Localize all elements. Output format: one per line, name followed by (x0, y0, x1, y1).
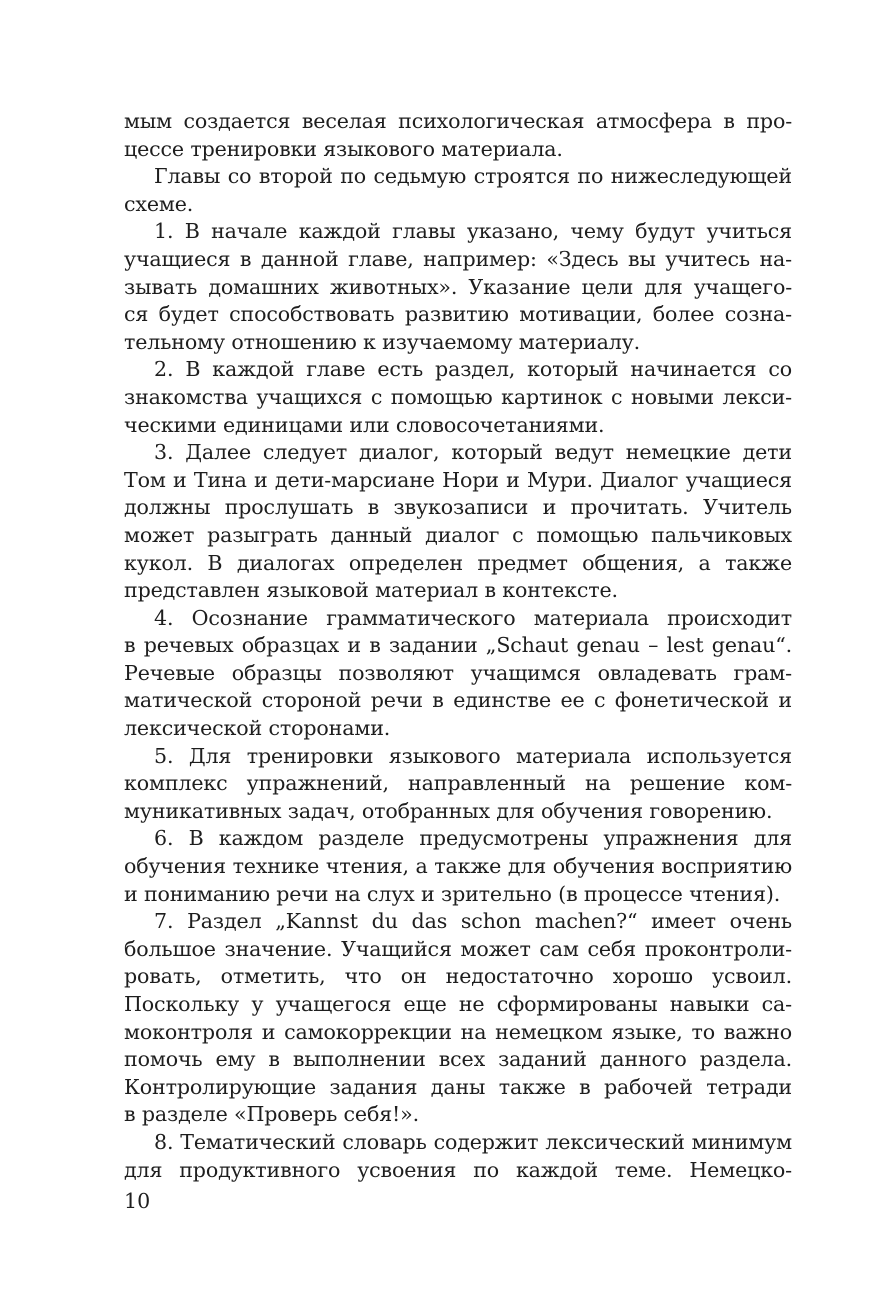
paragraph-5-line: 3. Далее следует диалог, который ведут немецкие дети (154, 440, 792, 465)
paragraph-10-line: 8. Тематический словарь содержит лексический минимум (154, 1129, 792, 1154)
paragraph-6-line: матической стороной речи в единстве ее с фонетической и (124, 688, 792, 713)
paragraph-6-line: в речевых образцах и в задании „Schaut genau – lest genau“. (124, 633, 792, 658)
paragraph-6-line: 4. Осознание грамматического материала происходит (154, 605, 792, 630)
paragraph-9-line: ровать, отметить, что он недостаточно хорошо усвоил. (124, 964, 792, 989)
paragraph-9-line: Поскольку у учащегося еще не сформированы навыки са- (124, 992, 792, 1016)
paragraph-9-line: 7. Раздел „Kannst du das schon machen?“ имеет очень (154, 909, 792, 934)
paragraph-1-line: цессе тренировки языкового материала. (124, 136, 563, 161)
paragraph-8-line: и пониманию речи на слух и зрительно (в процессе чтения). (124, 881, 781, 906)
paragraph-9-line: в разделе «Проверь себя!». (124, 1102, 420, 1127)
paragraph-3-line: зывать домашних животных». Указание цели для учащего- (124, 274, 792, 299)
paragraph-2-line: Главы со второй по седьмую строятся по нижеследующей (154, 164, 792, 189)
paragraph-7-line: комплекс упражнений, направленный на решение ком- (124, 771, 792, 796)
paragraph-3-line: ся будет способствовать развитию мотивации, более созна- (124, 302, 792, 327)
paragraph-9-line: большое значение. Учащийся может сам себя проконтроли- (124, 936, 792, 961)
paragraph-9-line: моконтроля и самокоррекции на немецком языке, то важно (124, 1019, 792, 1044)
page-body (124, 108, 792, 1184)
paragraph-3-line: 1. В начале каждой главы указано, чему будут учиться (154, 219, 792, 244)
paragraph-7-line: муникативных задач, отобранных для обучения говорению. (124, 798, 773, 823)
paragraph-10-line: для продуктивного усвоения по каждой теме. Немецко- (124, 1157, 792, 1182)
paragraph-2-line: схеме. (124, 191, 194, 216)
paragraph-3-line: учащиеся в данной главе, например: «Здесь вы учитесь на- (124, 246, 792, 271)
paragraph-7-line: 5. Для тренировки языкового материала используется (154, 743, 792, 768)
paragraph-5-line: Том и Тина и дети-марсиане Нори и Мури. Диалог учащиеся (124, 467, 792, 492)
paragraph-8-line: обучения технике чтения, а также для обучения восприятию (124, 854, 792, 879)
page-number: 10 (124, 1189, 151, 1213)
paragraph-5-line: кукол. В диалогах определен предмет общения, а также (124, 550, 792, 575)
paragraph-5-line: представлен языковой материал в контексте. (124, 578, 618, 603)
paragraph-9-line: помочь ему в выполнении всех заданий данного раздела. (124, 1047, 792, 1072)
paragraph-6-line: Речевые образцы позволяют учащимся овладевать грам- (124, 660, 792, 685)
paragraph-4-line: 2. В каждой главе есть раздел, который начинается со (154, 357, 792, 382)
paragraph-1-line: мым создается веселая психологическая атмосфера в про- (124, 109, 792, 133)
paragraph-8-line: 6. В каждом разделе предусмотрены упражнения для (154, 826, 792, 851)
paragraph-3-line: тельному отношению к изучаемому материалу. (124, 329, 641, 354)
paragraph-4-line: знакомства учащихся с помощью картинок с новыми лекси- (124, 384, 792, 409)
paragraph-5-line: должны прослушать в звукозаписи и прочитать. Учитель (124, 495, 792, 520)
paragraph-5-line: может разыграть данный диалог с помощью пальчиковых (124, 522, 792, 547)
paragraph-6-line: лексической сторонами. (124, 716, 391, 741)
paragraph-9-line: Контролирующие задания даны также в рабочей тетради (124, 1074, 792, 1099)
paragraph-4-line: ческими единицами или словосочетаниями. (124, 412, 605, 437)
